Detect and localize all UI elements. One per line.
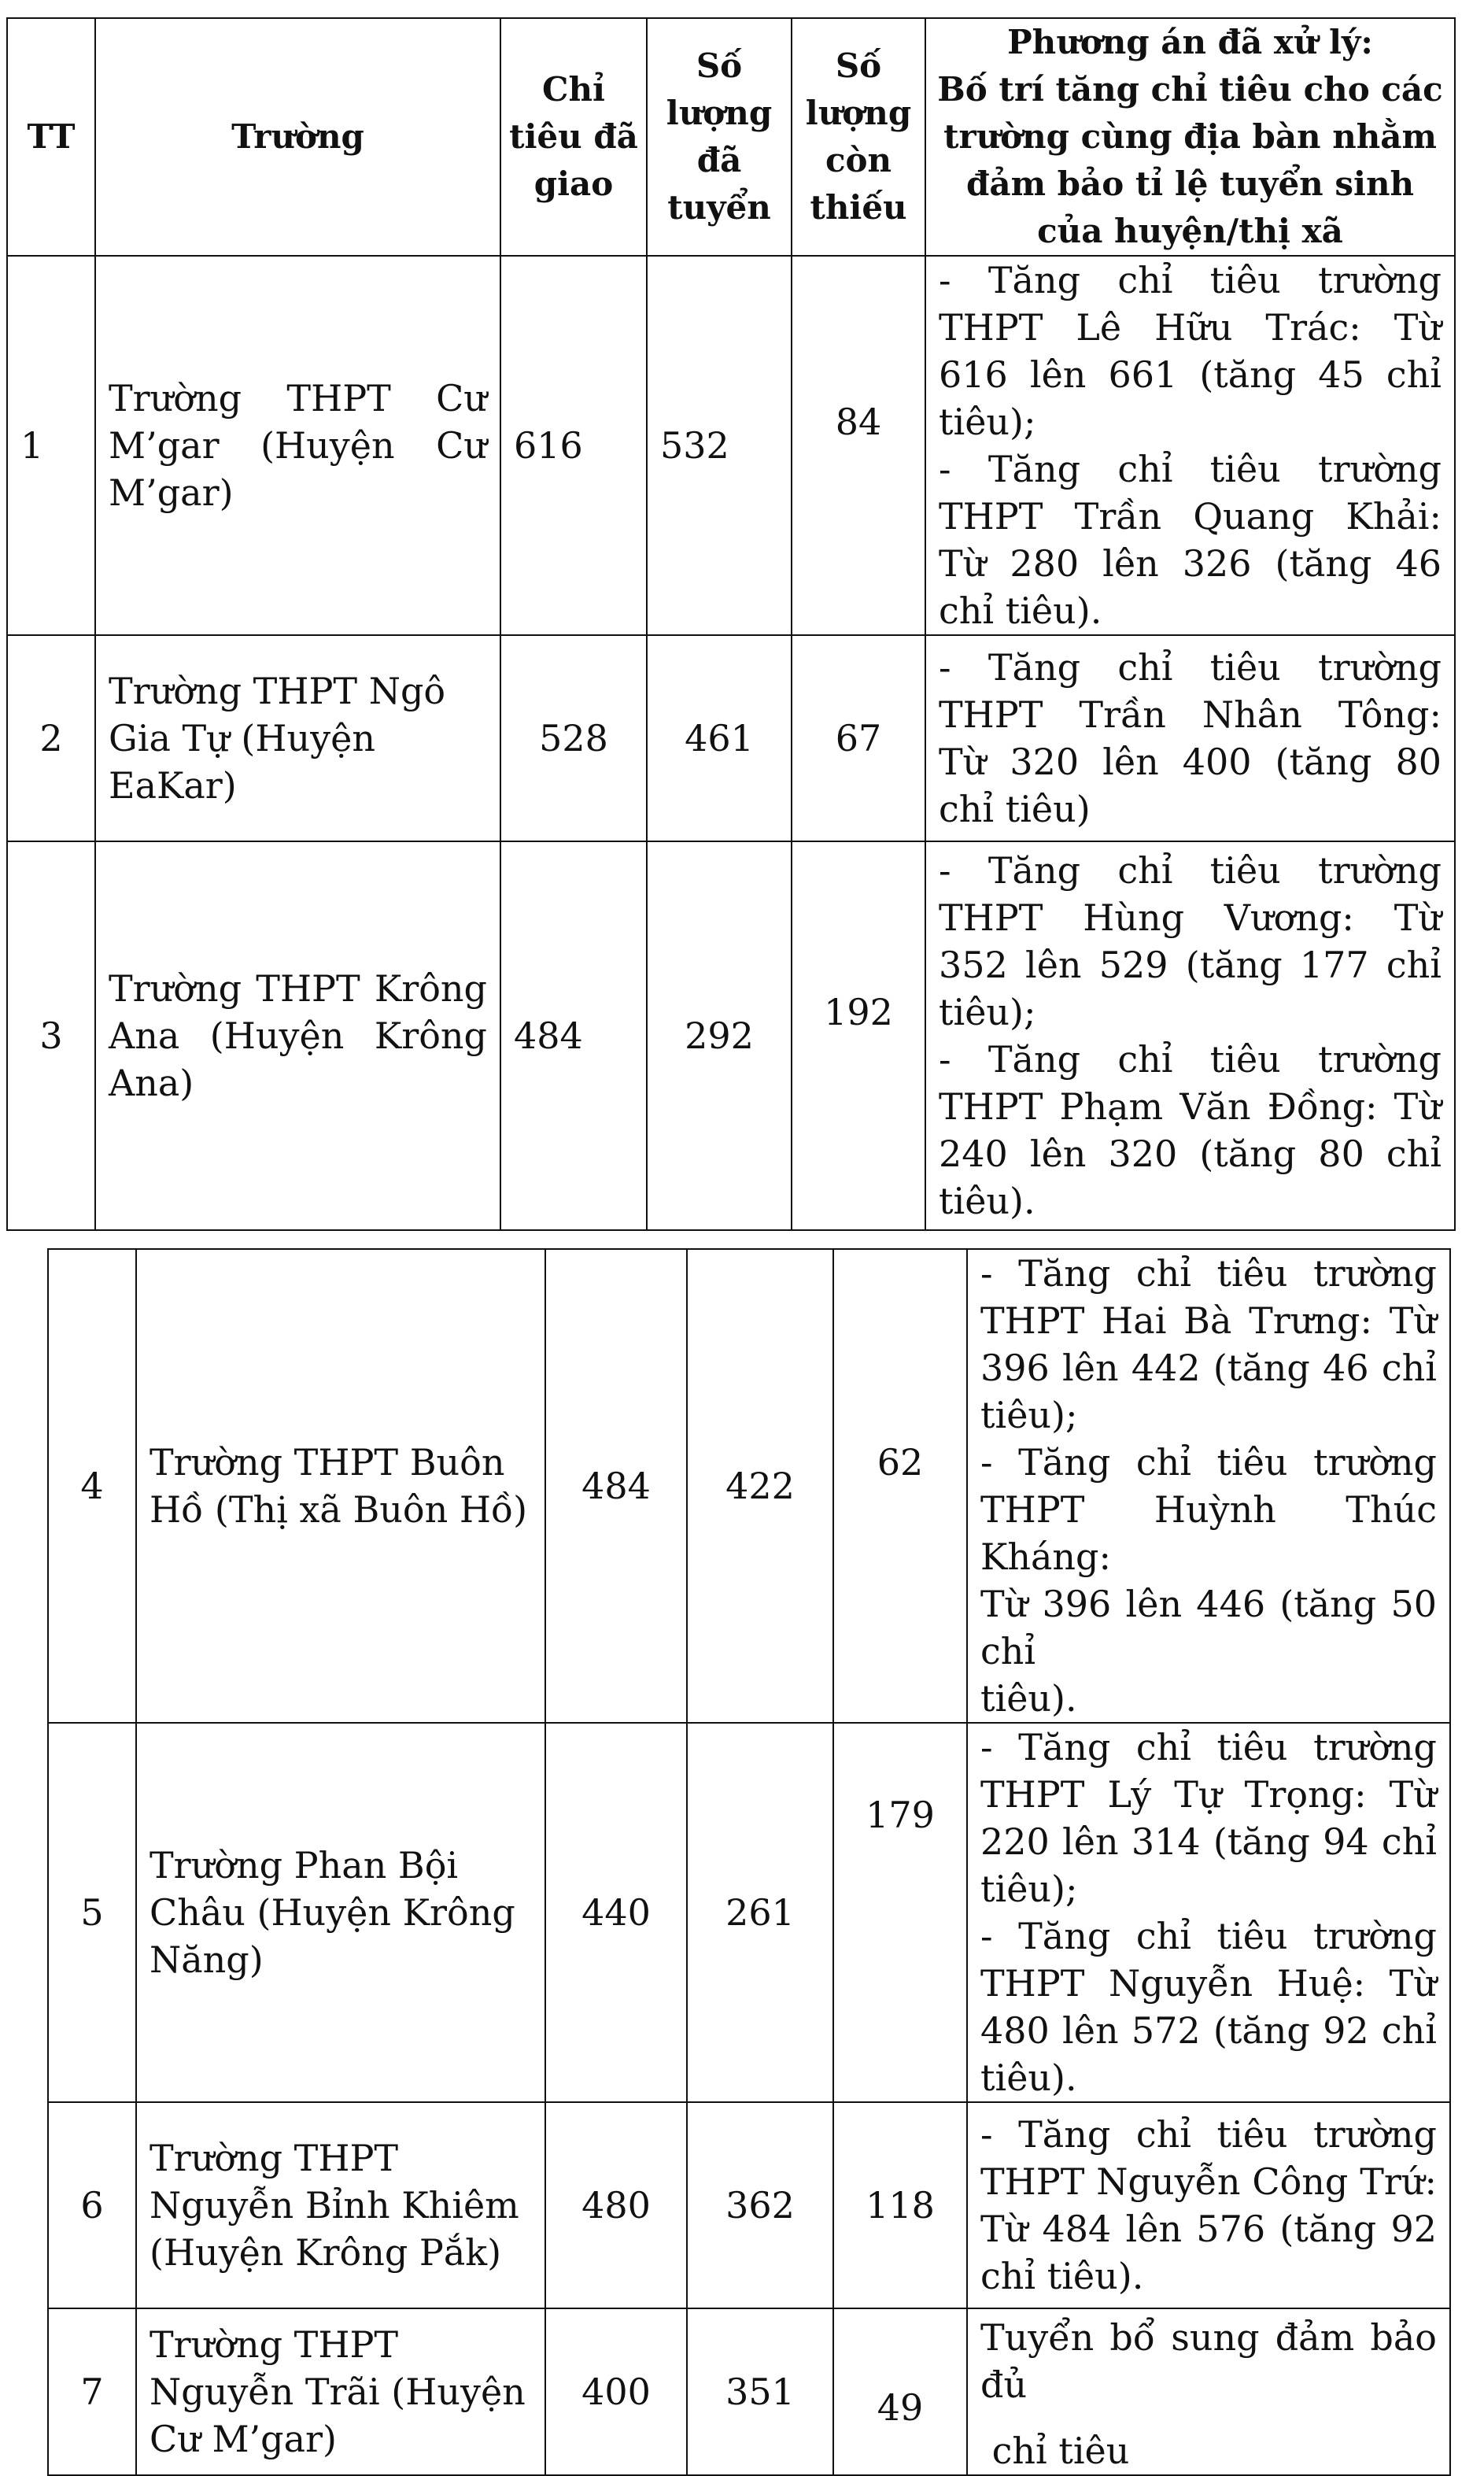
assigned-quota: 484 [500,841,647,1230]
plan-text: - Tăng chỉ tiêu trường THPT Lê Hữu Trác: Từ 616 lên 661 (tăng 45 chỉ tiêu); - Tăng chỉ tiêu trường THPT Trần Quang Khải: Từ 280 lên 326 (tăng 46 chỉ tiêu). [925,256,1455,635]
assigned-quota: 440 [545,1723,687,2102]
missing-count: 67 [792,635,925,841]
enrollment-table-part-2 [47,1248,1451,2476]
school-name: Trường THPT Ngô Gia Tự (Huyện EaKar) [95,635,500,841]
plan-text: - Tăng chỉ tiêu trường THPT Hùng Vương: Từ 352 lên 529 (tăng 177 chỉ tiêu); - Tăng chỉ tiêu trường THPT Phạm Văn Đồng: Từ 240 lên 320 (tăng 80 chỉ tiêu). [925,841,1455,1230]
missing-count: 179 [833,1723,967,2102]
table-row [48,2102,1450,2308]
assigned-quota: 484 [545,1249,687,1723]
row-number: 3 [7,841,95,1230]
header-tt: TT [7,18,95,256]
missing-count: 118 [833,2102,967,2308]
row-number: 4 [48,1249,136,1723]
header-school: Trường [95,18,500,256]
table-row [48,2308,1450,2475]
school-name: Trường THPT Cư M’gar (Huyện Cư M’gar) [95,256,500,635]
header-enrolled: Số lượng đã tuyển [647,18,792,256]
plan-text: - Tăng chỉ tiêu trường THPT Trần Nhân Tông: Từ 320 lên 400 (tăng 80 chỉ tiêu) [925,635,1455,841]
assigned-quota: 616 [500,256,647,635]
header-missing: Số lượng còn thiếu [792,18,925,256]
school-name: Trường THPT Krông Ana (Huyện Krông Ana) [95,841,500,1230]
row-number: 2 [7,635,95,841]
table-row [7,841,1455,1230]
assigned-quota: 480 [545,2102,687,2308]
table-header-row [7,18,1455,256]
table-row [7,635,1455,841]
header-plan-subtitle: Bố trí tăng chỉ tiêu cho các trường cùng địa bàn nhằm đảm bảo tỉ lệ tuyển sinh của huyện/thị xã [937,70,1443,250]
assigned-quota: 400 [545,2308,687,2475]
header-plan [925,18,1455,256]
missing-count: 192 [792,841,925,1230]
table-row [7,256,1455,635]
plan-text: - Tăng chỉ tiêu trường THPT Lý Tự Trọng: Từ 220 lên 314 (tăng 94 chỉ tiêu); - Tăng chỉ tiêu trường THPT Nguyễn Huệ: Từ 480 lên 572 (tăng 92 chỉ tiêu). [967,1723,1450,2102]
enrolled-count: 351 [687,2308,833,2475]
enrollment-table-part-1 [6,17,1456,1231]
plan-text: Tuyển bổ sung đảm bảo đủ chỉ tiêu [967,2308,1450,2475]
school-name: Trường THPT Nguyễn Bỉnh Khiêm (Huyện Krông Pắk) [136,2102,545,2308]
missing-count: 84 [792,256,925,635]
enrolled-count: 261 [687,1723,833,2102]
assigned-quota: 528 [500,635,647,841]
enrolled-count: 422 [687,1249,833,1723]
missing-count: 49 [833,2308,967,2475]
enrolled-count: 532 [647,256,792,635]
header-plan-title: Phương án đã xử lý: [1007,23,1373,61]
school-name: Trường THPT Buôn Hồ (Thị xã Buôn Hồ) [136,1249,545,1723]
plan-text: - Tăng chỉ tiêu trường THPT Hai Bà Trưng: Từ 396 lên 442 (tăng 46 chỉ tiêu); - Tăng chỉ tiêu trường THPT Huỳnh Thúc Kháng: Từ 396 lên 446 (tăng 50 chỉ tiêu). [967,1249,1450,1723]
missing-count: 62 [833,1249,967,1723]
enrolled-count: 362 [687,2102,833,2308]
header-assigned: Chỉ tiêu đã giao [500,18,647,256]
plan-text: - Tăng chỉ tiêu trường THPT Nguyễn Công Trứ: Từ 484 lên 576 (tăng 92 chỉ tiêu). [967,2102,1450,2308]
school-name: Trường Phan Bội Châu (Huyện Krông Năng) [136,1723,545,2102]
row-number: 5 [48,1723,136,2102]
table-row [48,1249,1450,1723]
school-name: Trường THPT Nguyễn Trãi (Huyện Cư M’gar) [136,2308,545,2475]
enrolled-count: 461 [647,635,792,841]
row-number: 7 [48,2308,136,2475]
enrolled-count: 292 [647,841,792,1230]
table-row [48,1723,1450,2102]
row-number: 6 [48,2102,136,2308]
row-number: 1 [7,256,95,635]
